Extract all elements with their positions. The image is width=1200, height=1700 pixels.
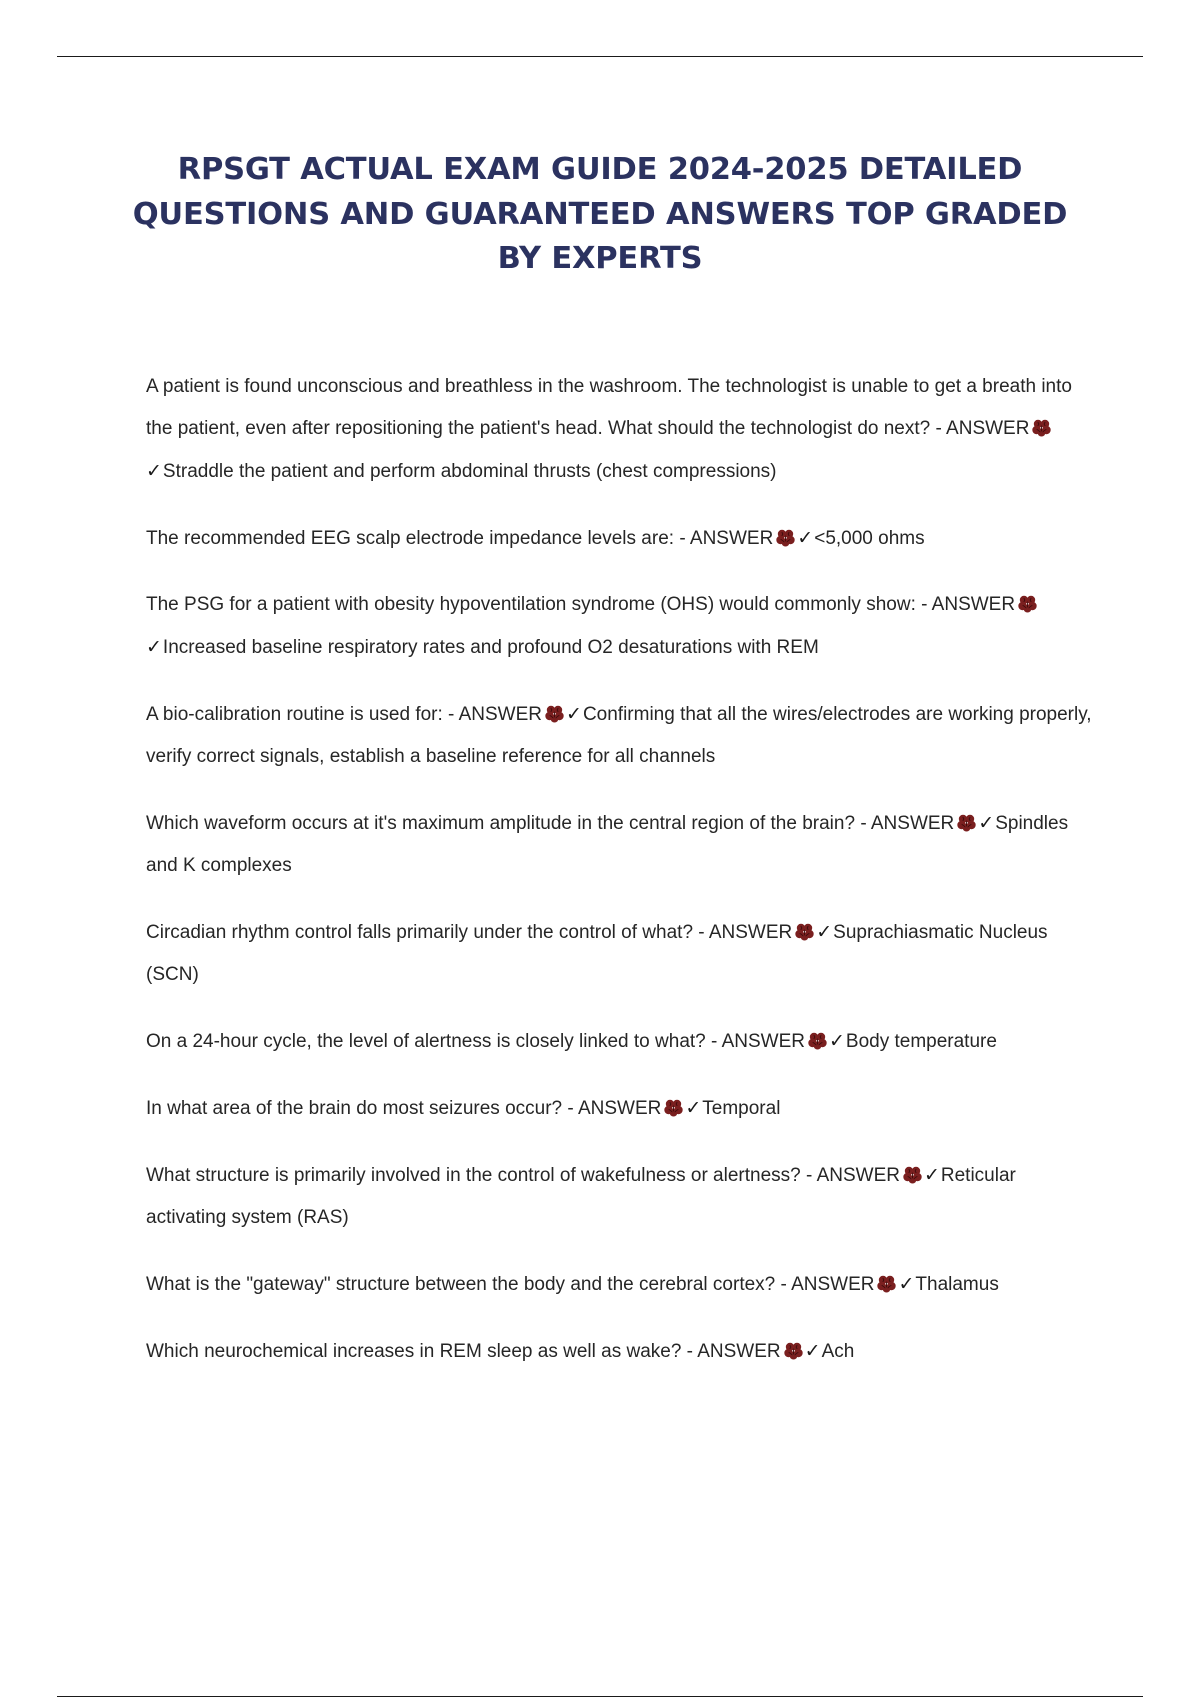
- question-text: The recommended EEG scalp electrode impedance levels are:: [146, 528, 675, 549]
- check-icon: ✓: [566, 703, 582, 725]
- check-icon: ✓: [816, 921, 833, 943]
- flower-mark-icon: [775, 521, 796, 540]
- answer-label: - ANSWER: [855, 813, 955, 834]
- answer-label: - ANSWER: [681, 1341, 781, 1362]
- document-title: RPSGT ACTUAL EXAM GUIDE 2024-2025 DETAILED QUESTIONS AND GUARANTEED ANSWERS TOP GRADED BY EXPERTS: [132, 152, 1068, 276]
- flower-mark-icon: [783, 1334, 804, 1353]
- answer-text: Temporal: [702, 1098, 781, 1119]
- check-icon: ✓: [797, 527, 814, 549]
- qa-item: [146, 1087, 1096, 1130]
- question-text: Which waveform occurs at it's maximum amplitude in the central region of the brain?: [146, 813, 856, 834]
- question-text: Circadian rhythm control falls primarily under the control of what?: [146, 922, 694, 943]
- answer-label: - ANSWER: [674, 528, 774, 549]
- answer-text: Increased baseline respiratory rates and profound O2 desaturations with REM: [162, 637, 819, 658]
- check-icon: ✓: [804, 1340, 821, 1362]
- check-icon: ✓: [923, 1164, 940, 1186]
- answer-label: - ANSWER: [915, 594, 1016, 615]
- qa-item: [146, 1020, 1096, 1063]
- qa-item: [146, 693, 1096, 778]
- flower-mark-icon: [544, 697, 565, 716]
- flower-mark-icon: [902, 1158, 923, 1177]
- flower-mark-icon: [1031, 411, 1052, 430]
- question-text: What is the "gateway" structure between the body and the cerebral cortex?: [146, 1274, 776, 1295]
- check-icon: ✓: [978, 812, 995, 834]
- answer-label: - ANSWER: [442, 704, 543, 725]
- answer-text: Straddle the patient and perform abdominal thrusts (chest compressions): [162, 461, 777, 482]
- flower-mark-icon: [876, 1267, 897, 1286]
- answer-label: - ANSWER: [775, 1274, 875, 1295]
- check-icon: ✓: [685, 1097, 702, 1119]
- answer-text: Suprachiasmatic Nucleus (SCN): [146, 922, 1048, 985]
- qa-item: [146, 911, 1096, 996]
- qa-item: [146, 802, 1096, 887]
- question-text: Which neurochemical increases in REM sleep as well as wake?: [146, 1341, 682, 1362]
- check-icon: ✓: [828, 1030, 845, 1052]
- qa-item: [146, 1154, 1096, 1239]
- answer-text: Body temperature: [845, 1031, 997, 1052]
- flower-mark-icon: [794, 915, 815, 934]
- check-icon: ✓: [146, 460, 162, 482]
- qa-list: [146, 366, 1096, 1397]
- question-text: A patient is found unconscious and breathless in the washroom. The technologist is unable to get a breath into the patient, even after repositioning the patient's head. What should the technologist do next?: [146, 376, 1072, 439]
- qa-item: [146, 1263, 1096, 1306]
- flower-mark-icon: [663, 1091, 684, 1110]
- answer-label: - ANSWER: [705, 1031, 805, 1052]
- answer-text: Reticular activating system (RAS): [146, 1165, 1016, 1228]
- top-rule: [57, 56, 1143, 57]
- answer-text: Thalamus: [915, 1274, 999, 1295]
- flower-mark-icon: [1017, 587, 1038, 606]
- qa-item: [146, 517, 1096, 560]
- answer-text: Ach: [821, 1341, 855, 1362]
- qa-item: [146, 584, 1096, 669]
- qa-item: [146, 366, 1096, 493]
- question-text: The PSG for a patient with obesity hypoventilation syndrome (OHS) would commonly show:: [146, 594, 916, 615]
- question-text: In what area of the brain do most seizures occur?: [146, 1098, 563, 1119]
- bottom-rule: [57, 1696, 1143, 1697]
- check-icon: ✓: [146, 636, 162, 658]
- qa-item: [146, 1330, 1096, 1373]
- answer-label: - ANSWER: [930, 418, 1030, 439]
- answer-text: <5,000 ohms: [814, 528, 925, 549]
- flower-mark-icon: [807, 1024, 828, 1043]
- question-text: What structure is primarily involved in the control of wakefulness or alertness?: [146, 1165, 801, 1186]
- question-text: A bio-calibration routine is used for:: [146, 704, 443, 725]
- answer-label: - ANSWER: [800, 1165, 900, 1186]
- answer-label: - ANSWER: [693, 922, 793, 943]
- answer-label: - ANSWER: [562, 1098, 662, 1119]
- flower-mark-icon: [956, 806, 977, 825]
- check-icon: ✓: [898, 1273, 915, 1295]
- answer-text: Spindles and K complexes: [146, 813, 1069, 876]
- question-text: On a 24-hour cycle, the level of alertness is closely linked to what?: [146, 1031, 706, 1052]
- answer-text: Confirming that all the wires/electrodes are working properly, verify correct signals, establish a baseline reference for all channels: [146, 704, 1092, 767]
